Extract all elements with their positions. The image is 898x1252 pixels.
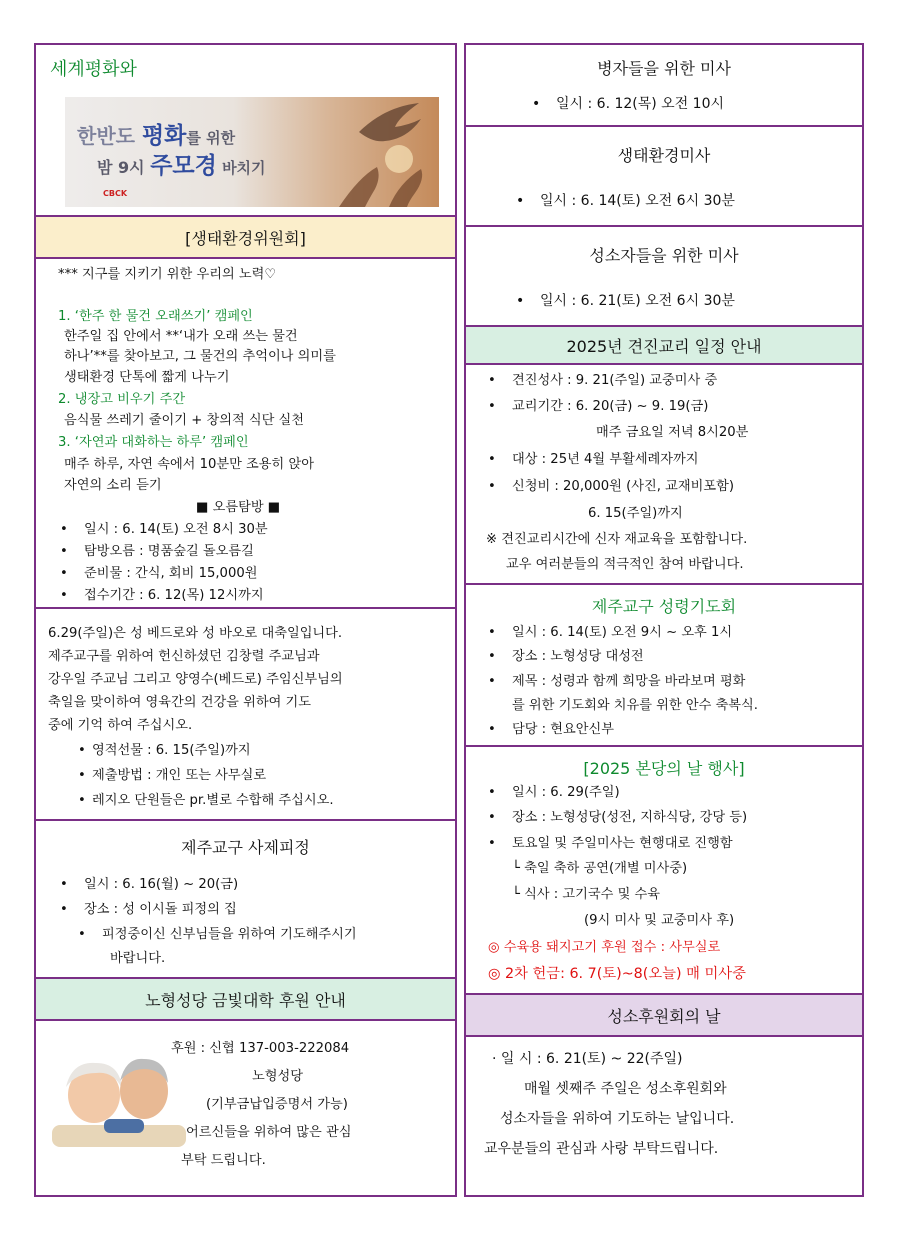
confirmation-note: ※ 견진교리시간에 신자 재교육을 포함합니다.: [486, 532, 748, 547]
spirit-prayer-item: • 담당 : 현요안신부: [512, 722, 614, 739]
confirmation-item: 매주 금요일 저녁 8시20분: [596, 425, 749, 440]
eco-mass-item: • 일시 : 6. 14(토) 오전 6시 30분: [540, 193, 735, 211]
campaign-2-text: 음식물 쓰레기 줄이기 + 창의적 식단 실천: [64, 413, 305, 428]
confirmation-item: • 대상 : 25년 4월 부활세례자까지: [512, 452, 699, 469]
spirit-prayer-section: [466, 583, 862, 745]
parish-day-subitem: └ 축일 축하 공연(개별 미사중): [512, 861, 688, 876]
retreat-item: • 피정중이신 신부님들을 위하여 기도해주시기: [102, 927, 357, 944]
hike-item: • 접수기간 : 6. 12(목) 12시까지: [84, 588, 264, 605]
confirmation-item: • 견진성사 : 9. 21(주일) 교중미사 중: [512, 373, 717, 390]
parish-day-section: [466, 745, 862, 993]
right-column: [464, 43, 864, 1197]
campaign-1-title: 1. ‘한주 한 물건 오래쓰기’ 캠페인: [58, 309, 253, 324]
feast-text: 6.29(주일)은 성 베드로와 성 바오로 대축일입니다.: [48, 626, 343, 641]
feast-text: 중에 기억 하여 주십시오.: [48, 718, 193, 733]
parish-day-item: • 일시 : 6. 29(주일): [512, 785, 620, 802]
eco-mass-header: 생태환경미사: [617, 145, 711, 165]
elderly-couple-icon: [44, 1047, 194, 1147]
sick-mass-item: • 일시 : 6. 12(목) 오전 10시: [556, 96, 724, 114]
hike-item: • 일시 : 6. 14(토) 오전 8시 30분: [84, 522, 268, 539]
parish-day-subitem: └ 식사 : 고기국수 및 수육: [512, 887, 660, 902]
univ-section: [36, 1019, 455, 1195]
cbck-logo: CBCK: [103, 189, 128, 198]
campaign-1-text: 하나’**를 찾아보고, 그 물건의 추억이나 의미를: [64, 349, 336, 364]
eco-intro: *** 지구를 지키기 위한 우리의 노력♡: [58, 267, 277, 282]
retreat-section: [36, 819, 455, 977]
campaign-3-title: 3. ‘자연과 대화하는 하루’ 캠페인: [58, 435, 249, 450]
sick-mass-header: 병자들을 위한 미사: [597, 58, 731, 78]
campaign-1-text: 생태환경 단톡에 짧게 나누기: [64, 370, 230, 385]
confirmation-section: [466, 363, 862, 583]
vocation-mass-item: • 일시 : 6. 21(토) 오전 6시 30분: [540, 293, 735, 311]
campaign-2-title: 2. 냉장고 비우기 주간: [58, 392, 186, 407]
retreat-item: • 장소 : 성 이시돌 피정의 집: [84, 902, 237, 919]
univ-text: 어르신들을 위하여 많은 관심: [186, 1125, 352, 1140]
campaign-3-text: 매주 하루, 자연 속에서 10분만 조용히 앉아: [64, 457, 314, 472]
vocation-sponsor-header: 성소후원회의 날: [466, 993, 862, 1035]
feast-section: [36, 607, 455, 819]
parish-day-item: • 토요일 및 주일미사는 현행대로 진행함: [512, 836, 733, 853]
sponsor-text: 교우분들의 관심과 사랑 부탁드립니다.: [484, 1141, 719, 1157]
sponsor-text: · 일 시 : 6. 21(토) ~ 22(주일): [492, 1051, 683, 1067]
confirmation-item: • 신청비 : 20,000원 (사진, 교재비포함): [512, 479, 734, 496]
univ-account: 후원 : 신협 137-003-222084: [171, 1041, 350, 1056]
peace-section: [36, 45, 455, 215]
peace-title: 세계평화와: [50, 59, 137, 80]
confirmation-item: • 교리기간 : 6. 20(금) ~ 9. 19(금): [512, 399, 708, 416]
spirit-prayer-item: • 장소 : 노형성당 대성전: [512, 649, 644, 666]
feast-text: 제주교구를 위하여 헌신하셨던 김창렬 주교님과: [48, 649, 320, 664]
feast-item: • 제출방법 : 개인 또는 사무실로: [92, 768, 266, 785]
feast-item: • 영적선물 : 6. 15(주일)까지: [92, 743, 251, 760]
feast-text: 축일을 맞이하여 영육간의 건강을 위하여 기도: [48, 695, 312, 710]
campaign-3-text: 자연의 소리 듣기: [64, 478, 162, 493]
spirit-prayer-header: 제주교구 성령기도회: [591, 596, 737, 616]
eco-header: [생태환경위원회]: [36, 215, 455, 257]
banner-line1: 한반도 평화를 위한: [77, 123, 236, 149]
sponsor-text: 매월 셋째주 주일은 성소후원회와: [524, 1081, 727, 1097]
dove-hands-icon: [329, 97, 439, 207]
confirmation-note: 교우 여러분들의 적극적인 참여 바랍니다.: [506, 557, 744, 572]
parish-day-subitem: (9시 미사 및 교중미사 후): [584, 913, 735, 928]
peace-banner: [65, 97, 439, 207]
retreat-item: 바랍니다.: [110, 951, 166, 966]
parish-day-notice: ◎ 수육용 돼지고기 후원 접수 : 사무실로: [488, 940, 721, 955]
left-column: [34, 43, 457, 1197]
parish-day-item: • 장소 : 노형성당(성전, 지하식당, 강당 등): [512, 810, 747, 827]
univ-text: 노형성당: [252, 1069, 303, 1084]
spirit-prayer-item: • 제목 : 성령과 함께 희망을 바라보며 평화: [512, 674, 745, 691]
sponsor-text: 성소자들을 위하여 기도하는 날입니다.: [500, 1111, 735, 1127]
vocation-mass-header: 성소자들을 위한 미사: [589, 245, 739, 265]
vocation-mass-section: [466, 225, 862, 325]
parish-day-notice: ◎ 2차 헌금: 6. 7(토)~8(오늘) 매 미사중: [488, 966, 746, 982]
sick-mass-section: [466, 45, 862, 125]
univ-text: 부탁 드립니다.: [181, 1153, 266, 1168]
eco-mass-section: [466, 125, 862, 225]
hike-item: • 탐방오름 : 명품숲길 돌오름길: [84, 544, 254, 561]
hike-title: ■ 오름탐방 ■: [196, 500, 281, 515]
spirit-prayer-item: 를 위한 기도회와 치유를 위한 안수 축복식.: [512, 698, 758, 713]
retreat-item: • 일시 : 6. 16(월) ~ 20(금): [84, 877, 238, 894]
parish-day-header: [2025 본당의 날 행사]: [583, 758, 745, 778]
spirit-prayer-item: • 일시 : 6. 14(토) 오전 9시 ~ 오후 1시: [512, 625, 732, 642]
univ-text: (기부금납입증명서 가능): [206, 1097, 348, 1112]
confirmation-item: 6. 15(주일)까지: [588, 506, 683, 521]
vocation-sponsor-section: [466, 1035, 862, 1195]
retreat-header: 제주교구 사제피정: [181, 837, 310, 857]
banner-line2: 밤 9시 주모경 바치기: [97, 153, 266, 179]
feast-text: 강우일 주교님 그리고 양영수(베드로) 주임신부님의: [48, 672, 343, 687]
univ-header: 노형성당 금빛대학 후원 안내: [36, 977, 455, 1019]
eco-section: [36, 257, 455, 607]
campaign-1-text: 한주일 집 안에서 **‘내가 오래 쓰는 물건: [64, 329, 298, 344]
feast-item: • 레지오 단원들은 pr.별로 수합해 주십시오.: [92, 793, 334, 810]
confirmation-header: 2025년 견진교리 일정 안내: [466, 325, 862, 363]
hike-item: • 준비물 : 간식, 회비 15,000원: [84, 566, 257, 583]
